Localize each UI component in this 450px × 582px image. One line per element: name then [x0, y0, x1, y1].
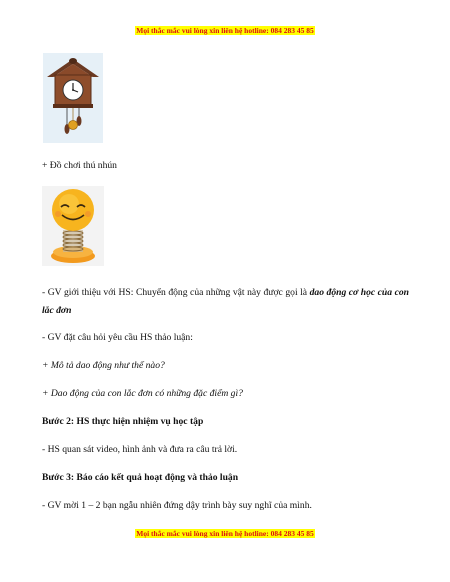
- header-hotline: [0, 26, 450, 35]
- step3-heading: Bước 3: Báo cáo kết quả hoạt động và thảo luận: [42, 472, 239, 483]
- footer-hotline: [0, 529, 450, 538]
- toy-caption: + Đồ chơi thú nhún: [42, 160, 117, 171]
- header-hotline-text: Mọi thắc mắc vui lòng xin liên hệ hotline: 084 283 45 85: [136, 26, 314, 35]
- intro-text: - GV giới thiệu với HS: Chuyển động của những vật này được gọi là: [42, 287, 310, 298]
- teacher-question: - GV đặt câu hỏi yêu cầu HS thảo luận:: [42, 332, 193, 343]
- question-2: + Dao động của con lắc đơn có những đặc điểm gì?: [42, 388, 243, 399]
- step2-text: - HS quan sát video, hình ảnh và đưa ra câu trả lời.: [42, 444, 238, 455]
- footer-hotline-text: Mọi thắc mắc vui lòng xin liên hệ hotline: 084 283 45 85: [136, 529, 314, 538]
- smiley-spring-toy-icon: [42, 186, 104, 266]
- intro-emphasis: dao động cơ học của con lắc đơn: [42, 287, 409, 316]
- step2-heading: Bước 2: HS thực hiện nhiệm vụ học tập: [42, 416, 204, 427]
- cuckoo-clock-icon: [43, 53, 103, 143]
- question-1: + Mô tả dao động như thế nào?: [42, 360, 165, 371]
- step3-text: - GV mời 1 – 2 bạn ngẫu nhiên đứng dậy trình bày suy nghĩ của mình.: [42, 500, 312, 511]
- intro-paragraph: [42, 284, 409, 320]
